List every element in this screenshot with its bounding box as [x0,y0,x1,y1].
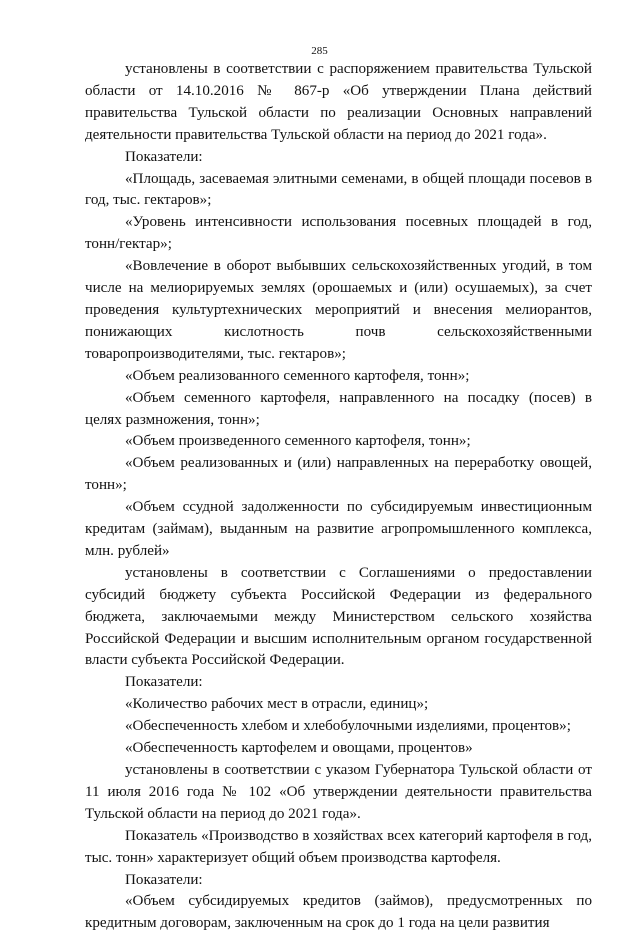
paragraph: «Обеспеченность хлебом и хлебобулочными изделиями, процентов»; [125,718,571,735]
paragraph: Показатель «Производство в хозяйствах всех категорий картофеля в год, тыс. тонн» характеризует общий объем производства картофеля. [85,827,592,866]
paragraph: «Площадь, засеваемая элитными семенами, в общей площади посевов в год, тыс. гектаров»; [85,170,592,209]
paragraph: «Уровень интенсивности использования посевных площадей в год, тонн/гектар»; [85,214,592,253]
paragraph: «Объем семенного картофеля, направленного на посадку (посев) в целях размножения, тонн»; [85,389,592,428]
paragraph: «Количество рабочих мест в отрасли, единиц»; [125,696,429,713]
paragraph: «Объем субсидируемых кредитов (займов), предусмотренных по кредитным договорам, заключенным на срок до 1 года на цели развития [85,893,592,932]
paragraph: установлены в соответствии с указом Губернатора Тульской области от 11 июля 2016 года № 102 «Об утверждении деятельности правительства Тульской области на период до 2021 года». [85,762,592,822]
paragraph: «Объем произведенного семенного картофеля, тонн»; [125,433,471,450]
paragraph: «Обеспеченность картофелем и овощами, процентов» [125,740,473,757]
paragraph: Показатели: [125,148,203,165]
paragraph: установлены в соответствии с распоряжением правительства Тульской области от 14.10.2016 № 867-р «Об утверждении Плана действий правительства Тульской области по реализации Основных направлений деятельности правительства Тульской области на период до 2021 года». [85,61,592,143]
document-body [85,59,592,935]
paragraph: Показатели: [125,674,203,691]
page-number: 285 [311,45,328,57]
paragraph: Показатели: [125,871,203,888]
paragraph: установлены в соответствии с Соглашениями о предоставлении субсидий бюджету субъекта Российской Федерации из федерального бюджета, заключаемыми между Министерством сельского хозяйства Российской Федерации и высшим исполнительным органом государственной власти субъекта Российской Федерации. [85,564,592,669]
paragraph: «Объем реализованных и (или) направленных на переработку овощей, тонн»; [85,455,592,494]
paragraph: «Вовлечение в оборот выбывших сельскохозяйственных угодий, в том числе на мелиорируемых землях (орошаемых и (или) осушаемых), за счет проведения культуртехнических мероприятий и внесения мелиорантов, понижающих кислотность почв сельскохозяйственными товаропроизводителями, тыс. гектаров»; [85,258,592,362]
paragraph: «Объем реализованного семенного картофеля, тонн»; [125,367,470,384]
paragraph: «Объем ссудной задолженности по субсидируемым инвестиционным кредитам (займам), выданным на развитие агропромышленного комплекса, млн. рублей» [85,499,592,559]
